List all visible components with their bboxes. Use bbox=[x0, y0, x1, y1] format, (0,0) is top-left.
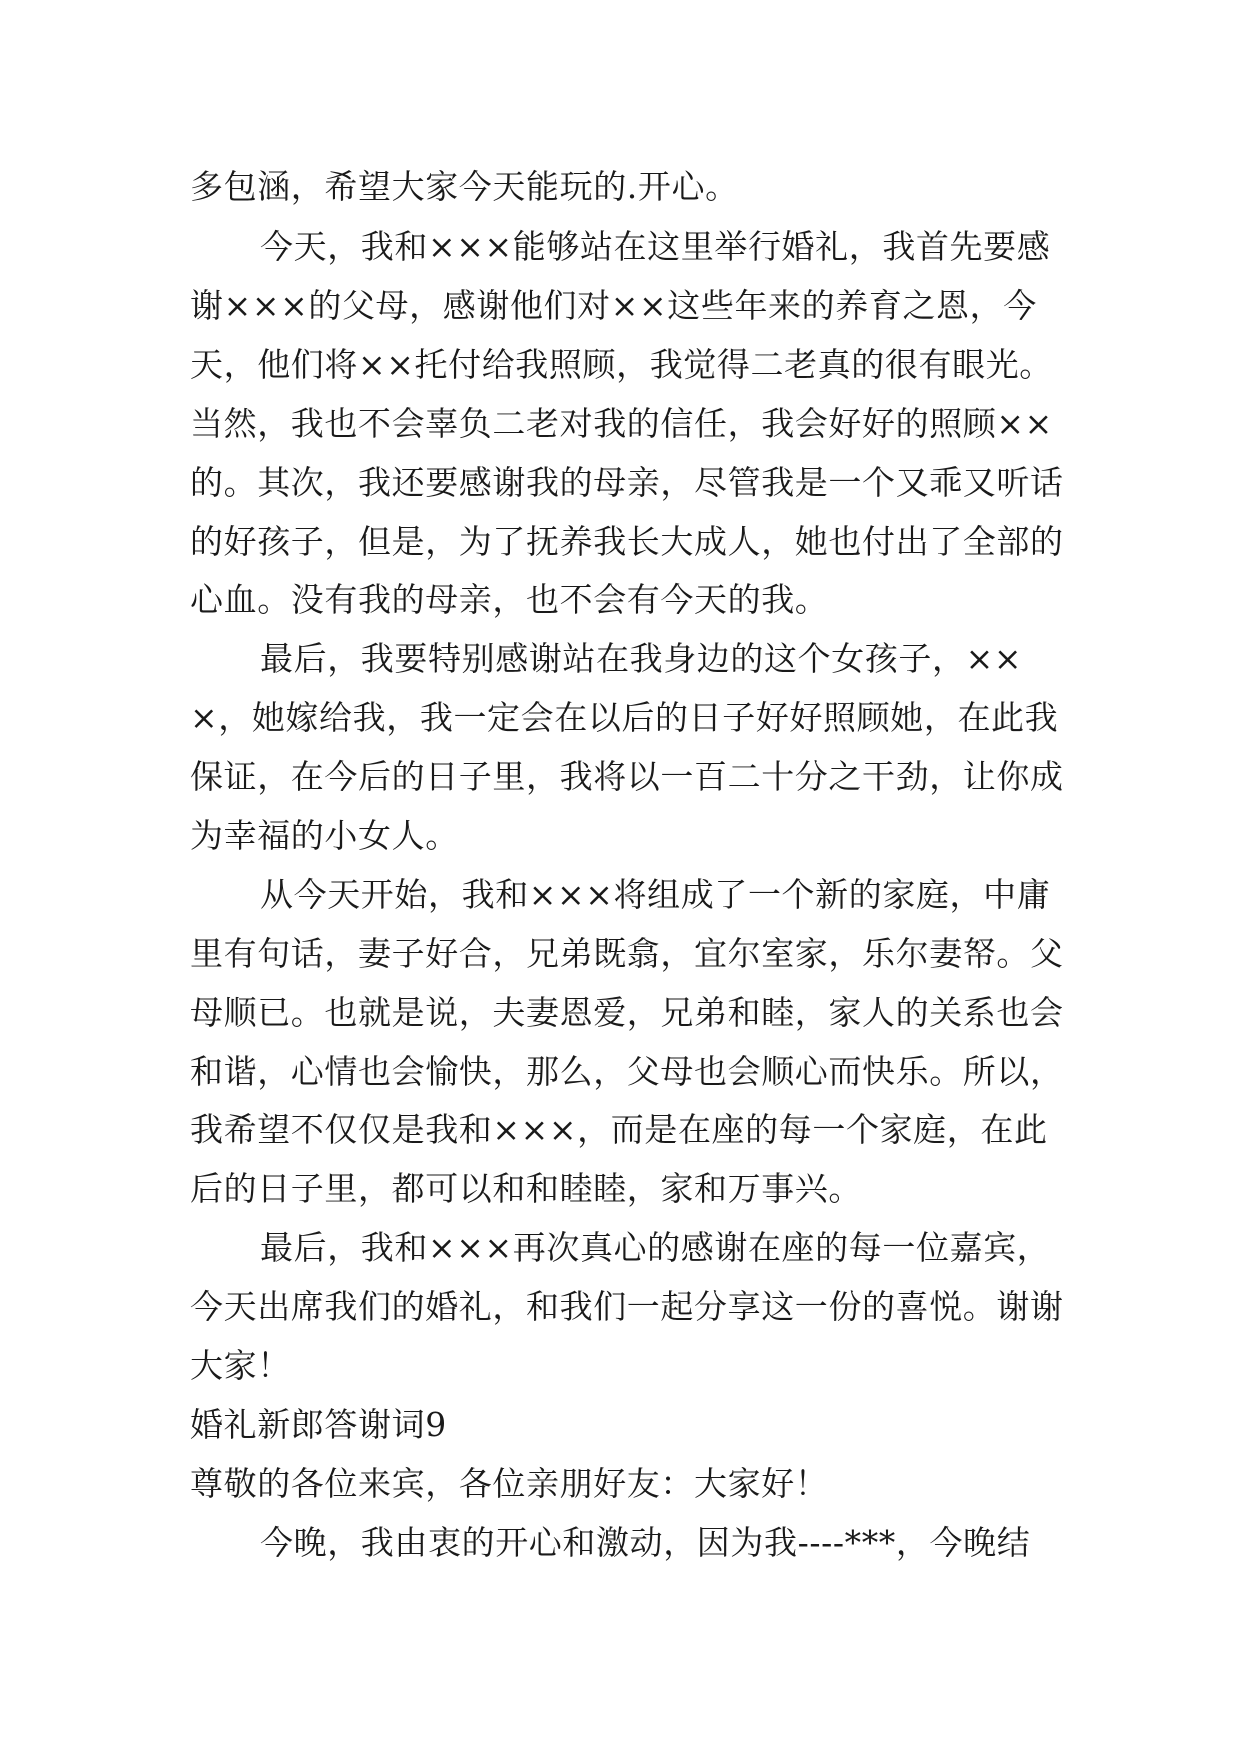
text-line: 保证，在今后的日子里，我将以一百二十分之干劲，让你成 bbox=[190, 757, 1064, 796]
text-line: 里有句话，妻子好合，兄弟既翕，宜尔室家，乐尔妻帑。父 bbox=[190, 934, 1064, 973]
salutation: 尊敬的各位来宾，各位亲朋好友：大家好！ bbox=[190, 1464, 829, 1503]
text-line: 的好孩子，但是，为了抚养我长大成人，她也付出了全部的 bbox=[190, 522, 1064, 561]
paragraph-first-line: 最后，我要特别感谢站在我身边的这个女孩子，×× bbox=[260, 639, 1023, 678]
text-line: 天，他们将××托付给我照顾，我觉得二老真的很有眼光。 bbox=[190, 345, 1053, 384]
text-line: 心血。没有我的母亲，也不会有今天的我。 bbox=[190, 580, 829, 619]
text-line: 今天出席我们的婚礼，和我们一起分享这一份的喜悦。谢谢 bbox=[190, 1287, 1064, 1326]
text-line: 谢×××的父母，感谢他们对××这些年来的养育之恩，今 bbox=[190, 286, 1037, 325]
text-line: 和谐，心情也会愉快，那么，父母也会顺心而快乐。所以， bbox=[190, 1052, 1064, 1091]
text-line: 大家！ bbox=[190, 1346, 291, 1385]
paragraph-first-line: 从今天开始，我和×××将组成了一个新的家庭，中庸 bbox=[260, 875, 1051, 914]
text-line: 后的日子里，都可以和和睦睦，家和万事兴。 bbox=[190, 1169, 862, 1208]
text-line: ×，她嫁给我，我一定会在以后的日子好好照顾她，在此我 bbox=[190, 698, 1059, 737]
text-line: 母顺已。也就是说，夫妻恩爱，兄弟和睦，家人的关系也会 bbox=[190, 993, 1064, 1032]
text-line: 为幸福的小女人。 bbox=[190, 816, 459, 855]
section-heading: 婚礼新郎答谢词9 bbox=[190, 1405, 447, 1444]
paragraph-first-line: 今天，我和×××能够站在这里举行婚礼，我首先要感 bbox=[260, 227, 1051, 266]
text-line: 我希望不仅仅是我和×××，而是在座的每一个家庭，在此 bbox=[190, 1110, 1048, 1149]
text-line: 的。其次，我还要感谢我的母亲，尽管我是一个又乖又听话 bbox=[190, 463, 1064, 502]
text-line: 当然，我也不会辜负二老对我的信任，我会好好的照顾×× bbox=[190, 404, 1053, 443]
paragraph-first-line: 今晚，我由衷的开心和激动，因为我----***，今晚结 bbox=[260, 1523, 1031, 1562]
text-line: 多包涵，希望大家今天能玩的.开心。 bbox=[190, 167, 739, 206]
paragraph-first-line: 最后，我和×××再次真心的感谢在座的每一位嘉宾， bbox=[260, 1228, 1051, 1267]
